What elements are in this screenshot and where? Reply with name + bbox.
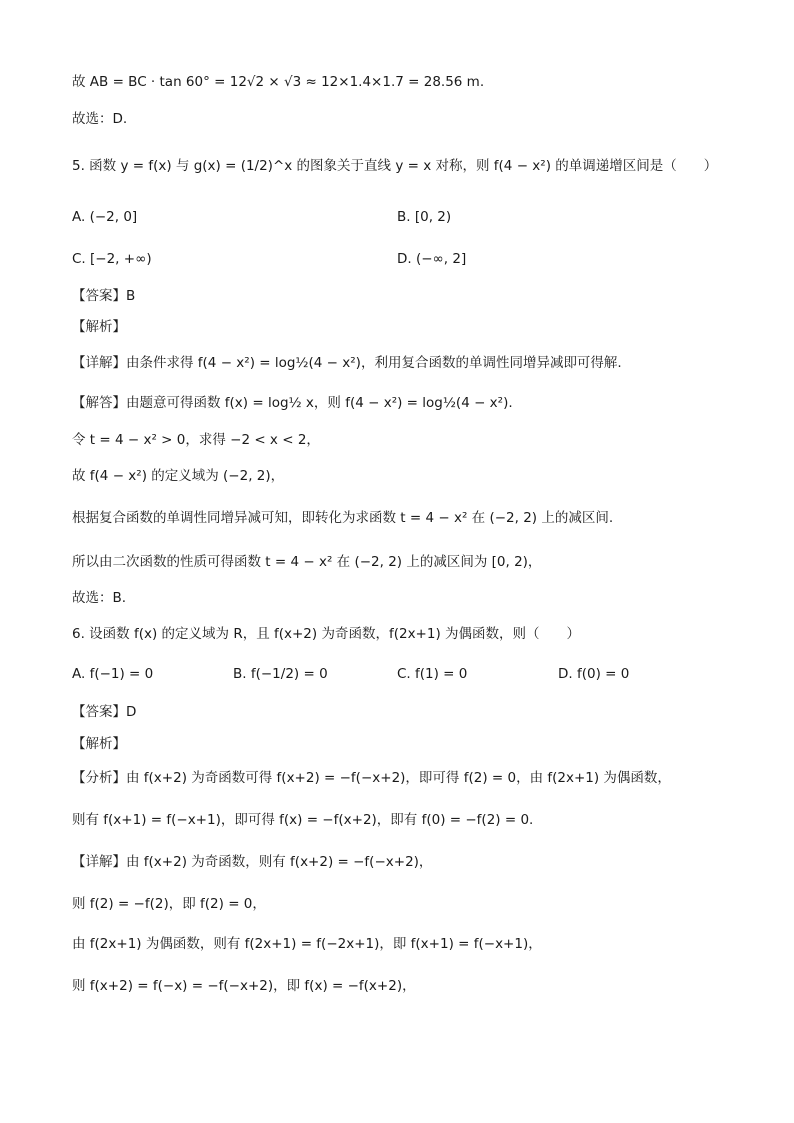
analysis-label: 【解析】: [72, 736, 126, 752]
option-d: D. (−∞, 2]: [397, 251, 467, 267]
solution-line: 所以由二次函数的性质可得函数 t = 4 − x² 在 (−2, 2) 上的减区间为 [0, 2)，: [72, 554, 542, 570]
question-5: 5. 函数 y = f(x) 与 g(x) = (1/2)^x 的图象关于直线 y = x 对称，则 f(4 − x²) 的单调递增区间是（ ）: [72, 158, 718, 174]
solution-line: 令 t = 4 − x² > 0，求得 −2 < x < 2，: [72, 432, 320, 448]
text-line: 故 AB = BC · tan 60° = 12√2 × √3 ≈ 12×1.4×1.7 = 28.56 m.: [72, 74, 485, 90]
explanation-line: 【详解】由 f(x+2) 为奇函数，则有 f(x+2) = −f(−x+2)，: [72, 854, 433, 870]
option-a: A. f(−1) = 0: [72, 666, 154, 682]
solution-line: 则 f(x+2) = f(−x) = −f(−x+2)，即 f(x) = −f(x+2)，: [72, 978, 416, 994]
option-a: A. (−2, 0]: [72, 209, 138, 225]
solution-line: 则 f(2) = −f(2)，即 f(2) = 0，: [72, 896, 266, 912]
answer-label: 【答案】B: [72, 288, 136, 304]
explanation-line: 【详解】由条件求得 f(4 − x²) = log½(4 − x²)，利用复合函数的单调性同增异减即可得解.: [72, 355, 622, 371]
answer-label: 【答案】D: [72, 704, 137, 720]
option-c: C. [−2, +∞): [72, 251, 152, 267]
solution-line: 故选：B.: [72, 590, 127, 606]
solution-line: 由 f(2x+1) 为偶函数，则有 f(2x+1) = f(−2x+1)，即 f(x+1) = f(−x+1)，: [72, 936, 542, 952]
solution-line: 故 f(4 − x²) 的定义域为 (−2, 2)，: [72, 468, 285, 484]
option-b: B. f(−1/2) = 0: [233, 666, 328, 682]
option-c: C. f(1) = 0: [397, 666, 468, 682]
text-line: 故选：D.: [72, 111, 128, 127]
solution-line: 根据复合函数的单调性同增异减可知，即转化为求函数 t = 4 − x² 在 (−2, 2) 上的减区间.: [72, 510, 614, 526]
analysis-line: 【分析】由 f(x+2) 为奇函数可得 f(x+2) = −f(−x+2)，即可得 f(2) = 0，由 f(2x+1) 为偶函数，: [72, 770, 671, 786]
solution-line: 【解答】由题意可得函数 f(x) = log½ x，则 f(4 − x²) = log½(4 − x²).: [72, 395, 513, 411]
analysis-line: 则有 f(x+1) = f(−x+1)，即可得 f(x) = −f(x+2)，即有 f(0) = −f(2) = 0.: [72, 812, 534, 828]
option-b: B. [0, 2): [397, 209, 452, 225]
option-d: D. f(0) = 0: [558, 666, 630, 682]
question-6: 6. 设函数 f(x) 的定义域为 R，且 f(x+2) 为奇函数，f(2x+1) 为偶函数，则（ ）: [72, 626, 581, 642]
analysis-label: 【解析】: [72, 319, 126, 335]
